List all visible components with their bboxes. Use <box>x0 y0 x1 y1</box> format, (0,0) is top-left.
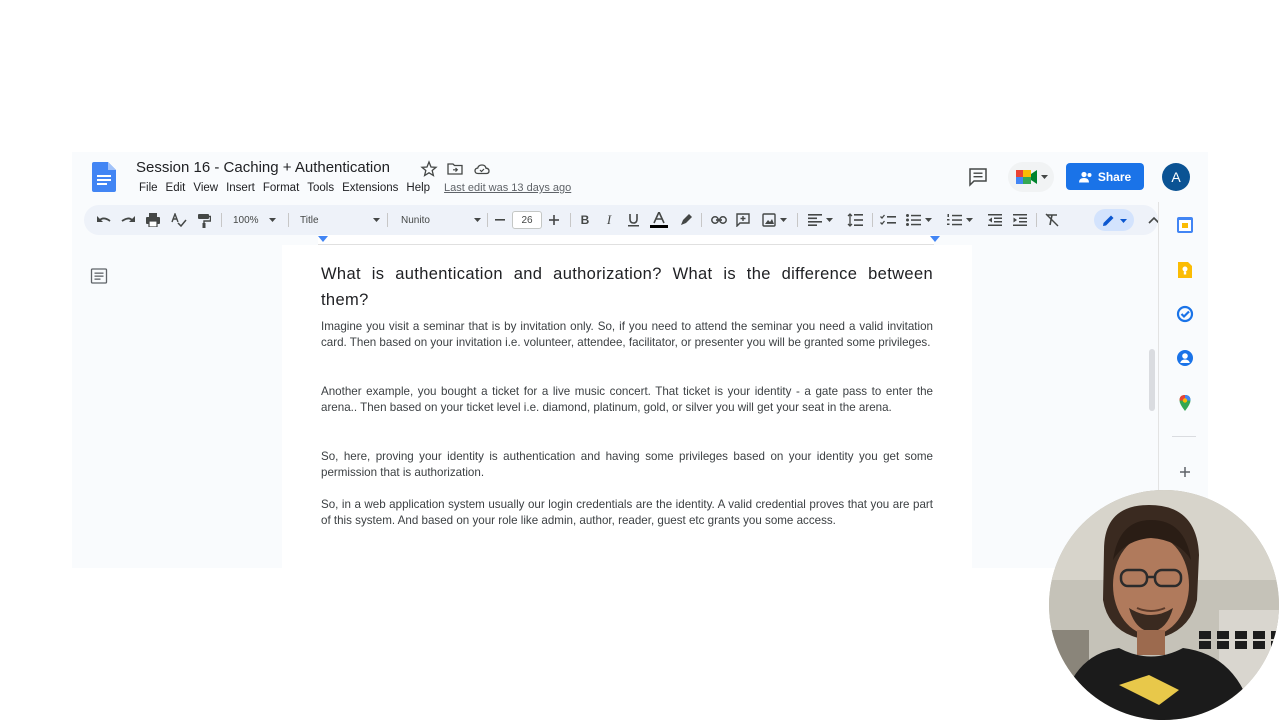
paragraph: So, here, proving your identity is authentication and having some privileges based on your identity you get some permission that is authorization. <box>321 450 933 480</box>
increase-indent-icon[interactable] <box>1012 212 1028 228</box>
ruler-page-area <box>318 235 934 245</box>
document-page[interactable] <box>282 245 972 568</box>
menu-edit[interactable]: Edit <box>165 182 186 194</box>
paragraph: Another example, you bought a ticket for a live music concert. That ticket is your identity - a gate pass to enter the arena.. Then based on your ticket level i.e. diamond, platinum, gold, or silver you will get your seat in the arena. <box>321 385 933 415</box>
share-button[interactable] <box>1066 163 1144 190</box>
menu-format[interactable]: Format <box>262 182 300 194</box>
keep-icon[interactable] <box>1176 261 1194 279</box>
italic-icon[interactable]: I <box>606 212 612 227</box>
align-button[interactable] <box>806 212 834 228</box>
paragraph: Imagine you visit a seminar that is by invitation only. So, if you need to attend the seminar you need a valid invitation card. Then based on your invitation i.e. volunteer, attendee, facilitator, or presenter you will be granted some privileges. <box>321 320 933 350</box>
undo-icon[interactable] <box>96 212 112 228</box>
vertical-scrollbar[interactable] <box>1149 349 1155 411</box>
decrease-indent-icon[interactable] <box>987 212 1003 228</box>
menu-help[interactable]: Help <box>406 182 431 194</box>
text-color-icon[interactable] <box>650 212 668 228</box>
insert-link-icon[interactable] <box>710 212 728 228</box>
underline-icon[interactable] <box>626 212 640 228</box>
font-dropdown-icon <box>474 218 481 222</box>
redo-icon[interactable] <box>120 212 136 228</box>
bulleted-dropdown-icon <box>925 218 932 222</box>
cloud-status-icon[interactable] <box>473 160 491 178</box>
share-label: Share <box>1097 169 1132 184</box>
contacts-icon[interactable] <box>1176 349 1194 367</box>
docs-logo-icon[interactable] <box>92 162 116 192</box>
toolbar-separator <box>221 213 222 227</box>
decrease-font-size-icon[interactable] <box>493 212 507 228</box>
meet-button[interactable] <box>1008 162 1054 192</box>
account-avatar[interactable]: A <box>1162 163 1190 191</box>
menu-bar <box>135 182 571 198</box>
insert-image-button[interactable] <box>760 212 788 228</box>
highlight-color-icon[interactable] <box>678 212 694 228</box>
formatting-toolbar <box>84 205 1158 235</box>
left-indent-marker[interactable] <box>318 236 328 242</box>
toolbar-separator <box>487 213 488 227</box>
spellcheck-icon[interactable] <box>171 212 187 228</box>
menu-insert[interactable]: Insert <box>226 182 255 194</box>
presenter-video <box>1049 490 1279 720</box>
toolbar-separator <box>1036 213 1037 227</box>
side-panel-divider <box>1172 436 1196 437</box>
image-icon <box>762 213 776 227</box>
zoom-select[interactable] <box>233 212 281 228</box>
tasks-icon[interactable] <box>1176 305 1194 323</box>
toolbar-separator <box>288 213 289 227</box>
editing-mode-button[interactable] <box>1094 209 1134 231</box>
image-dropdown-icon <box>780 218 787 222</box>
bulleted-list-button[interactable] <box>904 212 934 228</box>
document-heading: What is authentication and authorization? What is the difference between them? <box>321 265 933 309</box>
move-folder-icon[interactable] <box>446 160 464 178</box>
paragraph: So, in a web application system usually our login credentials are the identity. A valid credential proves that you are part of this system. And based on your role like admin, author, reader, guest etc grants you some access. <box>321 498 933 528</box>
calendar-icon[interactable] <box>1176 216 1194 234</box>
print-icon[interactable] <box>145 212 161 228</box>
last-edit-link[interactable]: Last edit was 13 days ago <box>444 182 572 194</box>
numbered-dropdown-icon <box>966 218 973 222</box>
numbered-list-button[interactable] <box>945 212 975 228</box>
document-area <box>72 245 1158 568</box>
zoom-value: 100% <box>233 214 259 226</box>
menu-extensions[interactable]: Extensions <box>342 182 399 194</box>
style-dropdown-icon <box>373 218 380 222</box>
people-icon <box>1079 171 1093 183</box>
paragraph-style-select[interactable] <box>300 212 380 228</box>
font-value: Nunito <box>401 214 430 226</box>
font-size-input[interactable]: 26 <box>512 211 542 229</box>
menu-view[interactable]: View <box>193 182 219 194</box>
bulleted-list-icon <box>906 214 921 226</box>
ruler <box>72 235 1158 245</box>
meet-dropdown-icon <box>1041 175 1048 180</box>
right-indent-marker[interactable] <box>930 236 940 242</box>
bold-icon[interactable]: B <box>580 213 590 227</box>
comment-history-icon[interactable] <box>967 166 989 188</box>
menu-tools[interactable]: Tools <box>307 182 335 194</box>
webcam-overlay <box>1049 490 1279 720</box>
document-outline-icon[interactable] <box>90 267 108 285</box>
meet-icon <box>1016 170 1038 184</box>
toolbar-separator <box>701 213 702 227</box>
menu-file[interactable]: File <box>139 182 158 194</box>
toolbar-separator <box>797 213 798 227</box>
toolbar-separator <box>570 213 571 227</box>
numbered-list-icon <box>947 214 962 226</box>
line-spacing-icon[interactable] <box>846 212 864 228</box>
document-title[interactable]: Session 16 - Caching + Authentication <box>136 159 390 176</box>
clear-formatting-icon[interactable] <box>1044 212 1060 228</box>
pencil-icon <box>1102 214 1115 227</box>
paragraph-style-value: Title <box>300 214 319 226</box>
header <box>72 152 1208 202</box>
font-select[interactable] <box>401 212 481 228</box>
add-icon[interactable] <box>1176 463 1194 481</box>
editing-mode-dropdown-icon <box>1120 219 1127 223</box>
insert-comment-icon[interactable] <box>735 212 751 228</box>
toolbar-separator <box>872 213 873 227</box>
toolbar-separator <box>387 213 388 227</box>
zoom-dropdown-icon <box>269 218 276 222</box>
checklist-icon[interactable] <box>879 212 897 228</box>
star-icon[interactable] <box>420 160 438 178</box>
increase-font-size-icon[interactable] <box>547 212 561 228</box>
google-docs-window <box>72 152 1208 568</box>
align-dropdown-icon <box>826 218 833 222</box>
align-left-icon <box>808 214 822 226</box>
maps-icon[interactable] <box>1176 394 1194 412</box>
paint-format-icon[interactable] <box>196 212 212 228</box>
